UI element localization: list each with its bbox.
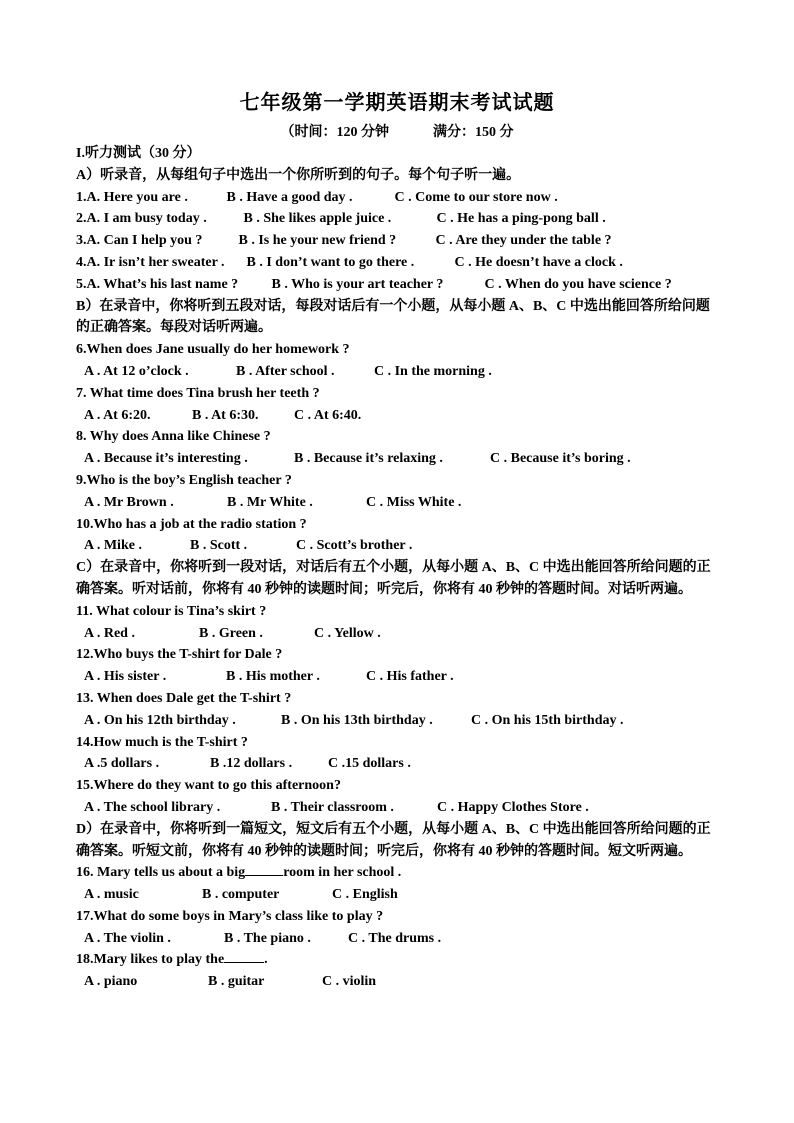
option-c: C . Yellow . [314,625,381,641]
option-a: A . Because it’s interesting . [84,451,248,467]
question-number: 3. [76,233,87,249]
options-row [76,710,721,732]
option-c: C . English [332,887,398,903]
options-row [76,448,721,470]
option-a: A .5 dollars . [84,756,160,772]
option-c: C . When do you have science ? [484,276,672,292]
option-c: C . He has a ping-pong ball . [436,211,606,227]
option-c: C . Happy Clothes Store . [437,799,589,815]
question-text: 17.What do some boys in Mary’s class like to play ? [76,908,384,924]
question-text: 7. What time does Tina brush her teeth ? [76,385,320,401]
options-row [76,797,721,819]
option-c: C . On his 15th birthday . [471,712,624,728]
question-text: 15.Where do they want to go this afternoon? [76,778,341,794]
question-text: 9.Who is the boy’s English teacher ? [76,472,292,488]
option-b: B . On his 13th birthday . [281,712,433,728]
option-a: A . Mike . [84,538,142,554]
option-b: B . I don’t want to go there . [246,254,415,270]
options-row [76,405,721,427]
option-a: A. Can I help you ? [86,233,203,249]
question-text-before: 18.Mary likes to play the [76,952,225,968]
option-a: A. What’s his last name ? [86,276,239,292]
option-c: C . The drums . [348,930,442,946]
options-row [76,666,721,688]
options-row [76,623,721,645]
question-text [76,949,721,971]
option-c: C . Because it’s boring . [490,451,631,467]
options-row [76,535,721,557]
option-b: B . Because it’s relaxing . [294,451,443,467]
option-c: C . His father . [366,669,454,685]
option-a: A . On his 12th birthday . [84,712,236,728]
option-b: B . computer [202,887,280,903]
options-row [76,753,721,775]
option-a: A . At 6:20. [84,407,151,423]
question-text-after: . [264,952,268,968]
option-b: B . After school . [236,363,335,379]
part-c-instruction: C）在录音中，你将听到一段对话，对话后有五个小题，从每小题 A、B、C 中选出能回答所给问题的正确答案。听对话前，你将有 40 秒钟的读题时间；听完后，你将有 40 秒钟的答题时间。对话听两遍。 [76,560,711,597]
question-text-after: room in her school . [283,865,402,881]
option-b: B . The piano . [224,930,311,946]
option-b: B . Their classroom . [271,799,394,815]
exam-subtitle [0,121,794,141]
option-c: C . Scott’s brother . [296,538,413,554]
option-a: A . The violin . [84,930,171,946]
option-b: B . Mr White . [227,494,313,510]
option-b: B . Green . [199,625,263,641]
exam-title: 七年级第一学期英语期末考试试题 [239,92,555,114]
question-number: 5. [76,276,87,292]
option-c: C . At 6:40. [294,407,362,423]
option-b: B . At 6:30. [192,407,259,423]
option-c: C . Miss White . [366,494,462,510]
question-number: 2. [76,211,87,227]
question-number: 4. [76,254,87,270]
option-c: C . Come to our store now . [394,189,558,205]
option-b: B .12 dollars . [210,756,293,772]
option-a: A . Red . [84,625,135,641]
option-a: A . At 12 o’clock . [84,363,189,379]
question-row [76,187,721,209]
option-b: B . guitar [208,974,265,990]
option-c: C .15 dollars . [328,756,411,772]
question-text: 11. What colour is Tina’s skirt ? [76,603,267,619]
option-a: A . music [84,887,139,903]
option-a: A . piano [84,974,138,990]
option-b: B . His mother . [226,669,320,685]
part-b-instruction: B）在录音中，你将听到五段对话，每段对话后有一个小题，从每小题 A、B、C 中选出能回答所给问题的正确答案。每段对话听两遍。 [76,298,710,336]
option-c: C . Are they under the table ? [435,233,612,249]
question-text: 10.Who has a job at the radio station ? [76,516,307,532]
exam-score: 满分：150 分 [433,125,514,140]
option-b: B . She likes apple juice . [243,211,392,227]
option-c: C . violin [322,974,377,990]
option-a: A. Here you are . [86,189,188,205]
answer-blank [245,863,283,876]
option-a: A . Mr Brown . [84,494,174,510]
option-b: B . Scott . [190,538,248,554]
part-a-instruction: A）听录音，从每组句子中选出一个你所听到的句子。每个句子听一遍。 [76,167,521,183]
question-text-before: 16. Mary tells us about a big [76,865,246,881]
option-a: A . His sister . [84,669,167,685]
exam-time: （时间：120 分钟 [280,125,389,140]
option-c: C . In the morning . [374,363,492,379]
question-text: 14.How much is the T-shirt ? [76,734,248,750]
question-text [76,862,721,884]
part-d-instruction: D）在录音中，你将听到一篇短文，短文后有五个小题，从每小题 A、B、C 中选出能回答所给问题的正确答案。听短文前，你将有 40 秒钟的读题时间；听完后，你将有 40 秒钟的答题时间。短文听两遍。 [76,821,711,859]
options-row [76,928,721,950]
question-row [76,252,721,274]
question-row [76,230,721,252]
option-a: A . The school library . [84,799,221,815]
question-number: 1. [76,189,87,205]
question-text: 6.When does Jane usually do her homework ? [76,342,350,358]
option-a: A. Ir isn’t her sweater . [86,254,225,270]
option-c: C . He doesn’t have a clock . [454,254,623,270]
question-row [76,274,721,296]
answer-blank [224,950,264,963]
question-text: 12.Who buys the T-shirt for Dale ? [76,647,283,663]
question-text: 13. When does Dale get the T-shirt ? [76,690,292,706]
section-title: I.听力测试（30 分） [76,146,201,161]
options-row [76,361,721,383]
exam-body [76,143,721,993]
question-row [76,208,721,230]
options-row [76,884,721,906]
option-b: B . Is he your new friend ? [238,233,397,249]
option-b: B . Who is your art teacher ? [271,276,444,292]
option-a: A. I am busy today . [86,211,207,227]
options-row [76,492,721,514]
options-row [76,971,721,993]
question-text: 8. Why does Anna like Chinese ? [76,429,271,445]
option-b: B . Have a good day . [226,189,353,205]
